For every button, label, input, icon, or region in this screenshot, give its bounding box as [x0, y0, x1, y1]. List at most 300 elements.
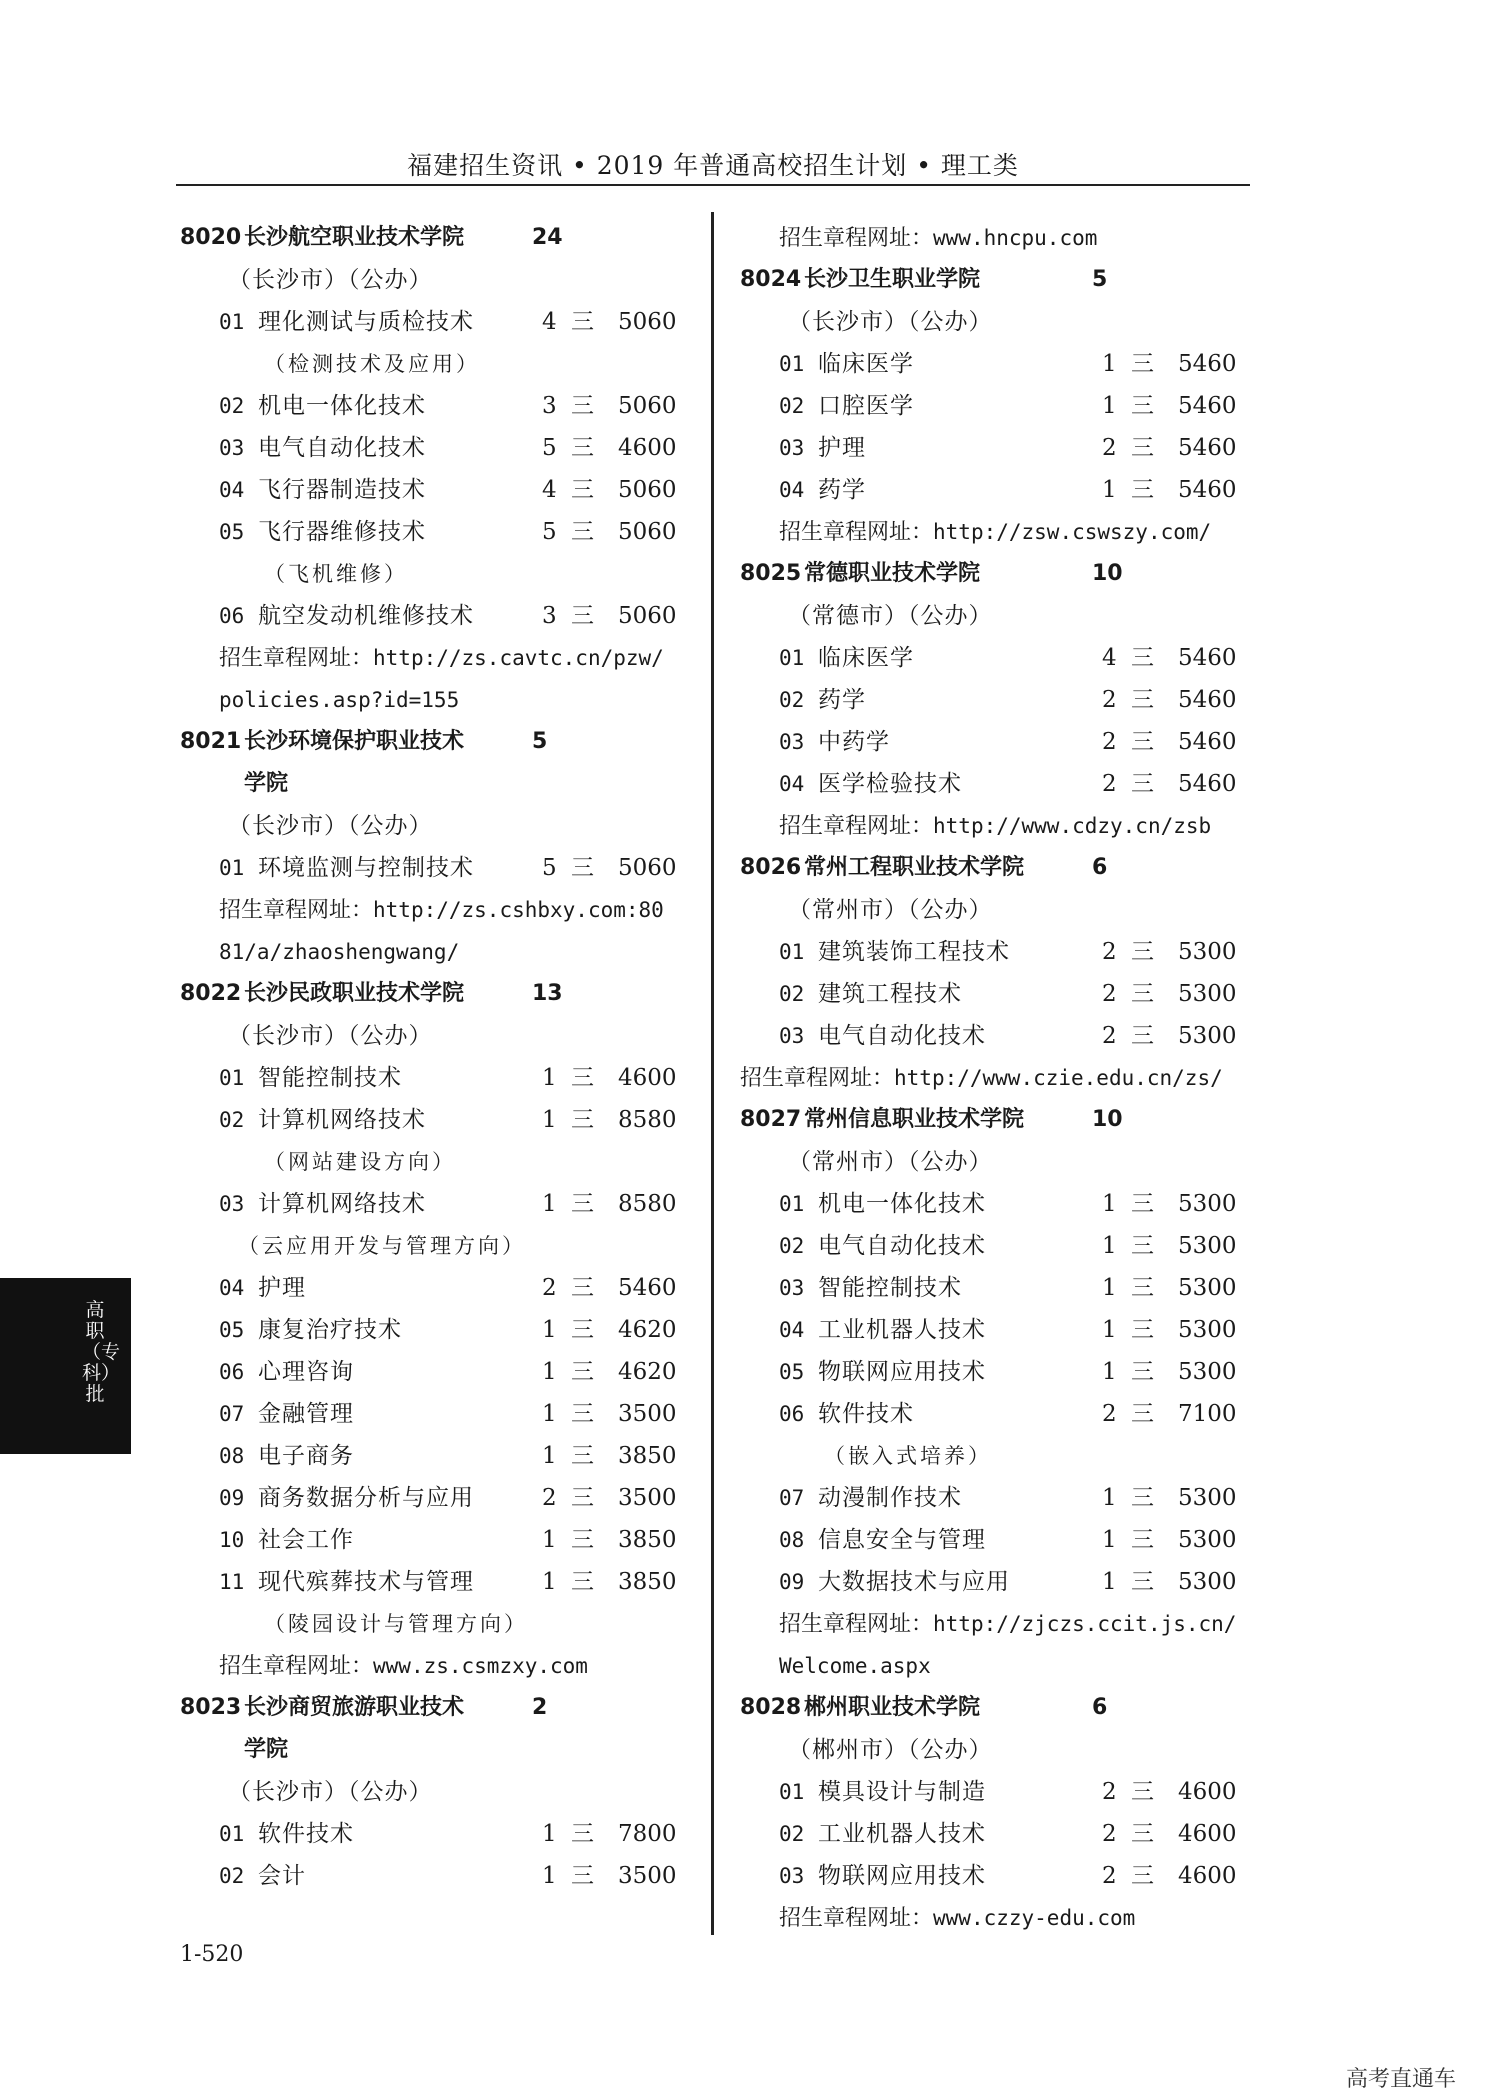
major-row	[740, 1225, 1250, 1267]
major-number: 05	[219, 1318, 245, 1342]
major-name: 电气自动化技术	[818, 1233, 986, 1259]
major-count: 1	[542, 1359, 557, 1385]
major-number: 06	[219, 1360, 245, 1384]
major-number: 03	[219, 436, 245, 460]
major-note: （嵌入式培养）	[824, 1444, 992, 1468]
major-years: 三	[571, 1317, 594, 1343]
major-number: 02	[779, 688, 805, 712]
major-fee: 5300	[1178, 939, 1237, 965]
school-quota: 24	[532, 225, 563, 250]
school-name-continued	[180, 1729, 685, 1771]
major-number: 03	[779, 730, 805, 754]
major-fee: 5300	[1178, 1485, 1237, 1511]
major-number: 02	[219, 1108, 245, 1132]
major-count: 2	[1102, 981, 1117, 1007]
major-row	[180, 301, 685, 343]
major-count: 4	[1102, 645, 1117, 671]
school-code: 8023	[180, 1695, 242, 1720]
major-years: 三	[1131, 435, 1154, 461]
major-row	[180, 385, 685, 427]
school-code: 8028	[740, 1695, 802, 1720]
major-name: 金融管理	[258, 1401, 354, 1427]
major-fee: 5460	[618, 1275, 677, 1301]
major-number: 03	[779, 1276, 805, 1300]
major-fee: 4600	[1178, 1863, 1237, 1889]
major-fee: 5460	[1178, 687, 1237, 713]
page-header-title: 福建招生资讯 • 2019 年普通高校招生计划 • 理工类	[407, 151, 1019, 180]
admission-url-text: http://zs.cshbxy.com:80	[373, 898, 664, 922]
major-fee: 5060	[618, 603, 677, 629]
admission-url-label: 招生章程网址：	[219, 646, 374, 671]
major-count: 1	[542, 1065, 557, 1091]
major-name: 机电一体化技术	[258, 393, 426, 419]
major-number: 01	[219, 310, 245, 334]
major-number: 09	[779, 1570, 805, 1594]
major-fee: 5300	[1178, 1233, 1237, 1259]
major-years: 三	[571, 435, 594, 461]
major-name: 商务数据分析与应用	[258, 1485, 474, 1511]
major-row	[740, 1561, 1250, 1603]
major-name: 智能控制技术	[258, 1065, 402, 1091]
school-name: 长沙环境保护职业技术	[244, 729, 465, 754]
major-fee: 4600	[1178, 1779, 1237, 1805]
major-count: 1	[542, 1443, 557, 1469]
school-header	[740, 259, 1250, 301]
school-location: （常州市）（公办）	[788, 1149, 993, 1175]
school-header	[740, 553, 1250, 595]
school-code: 8024	[740, 267, 802, 292]
major-fee: 3850	[618, 1443, 677, 1469]
major-years: 三	[571, 1821, 594, 1847]
major-number: 03	[779, 436, 805, 460]
major-count: 2	[1102, 729, 1117, 755]
major-row	[740, 931, 1250, 973]
major-row	[180, 469, 685, 511]
major-number: 01	[779, 1780, 805, 1804]
major-count: 2	[542, 1275, 557, 1301]
admission-url-text: http://www.czie.edu.cn/zs/	[894, 1066, 1223, 1090]
admission-url-text: http://zjczs.ccit.js.cn/	[933, 1612, 1237, 1636]
major-number: 04	[779, 1318, 805, 1342]
major-number: 08	[779, 1528, 805, 1552]
major-count: 2	[1102, 1821, 1117, 1847]
major-row	[740, 973, 1250, 1015]
major-count: 1	[1102, 1191, 1117, 1217]
major-row	[740, 385, 1250, 427]
school-name: 长沙卫生职业学院	[804, 267, 981, 292]
major-count: 2	[542, 1485, 557, 1511]
major-number: 04	[779, 478, 805, 502]
major-row	[180, 1309, 685, 1351]
major-row	[740, 637, 1250, 679]
school-quota: 2	[532, 1695, 548, 1720]
major-row	[740, 679, 1250, 721]
major-number: 05	[219, 520, 245, 544]
major-count: 3	[542, 603, 557, 629]
admission-url-label: 招生章程网址：	[740, 1066, 895, 1091]
admission-url-label: 招生章程网址：	[779, 1612, 934, 1637]
major-row	[180, 1393, 685, 1435]
school-name: 郴州职业技术学院	[804, 1695, 981, 1720]
major-fee: 5300	[1178, 1023, 1237, 1049]
major-count: 2	[1102, 1863, 1117, 1889]
major-number: 01	[779, 940, 805, 964]
school-quota: 13	[532, 981, 563, 1006]
school-name: 常德职业技术学院	[804, 561, 981, 586]
major-count: 3	[542, 393, 557, 419]
major-number: 05	[779, 1360, 805, 1384]
major-number: 07	[779, 1486, 805, 1510]
school-name: 学院	[244, 1737, 289, 1762]
major-years: 三	[1131, 1863, 1154, 1889]
major-note: （检测技术及应用）	[264, 352, 480, 376]
watermark: 高考直通车	[1346, 2067, 1457, 2092]
column-divider	[711, 212, 714, 1935]
major-name: 电子商务	[258, 1443, 354, 1469]
major-count: 4	[542, 309, 557, 335]
major-row	[180, 1561, 685, 1603]
major-count: 5	[542, 519, 557, 545]
major-years: 三	[571, 393, 594, 419]
major-name: 电气自动化技术	[818, 1023, 986, 1049]
major-years: 三	[1131, 1527, 1154, 1553]
major-count: 1	[1102, 1275, 1117, 1301]
major-count: 1	[1102, 1485, 1117, 1511]
major-years: 三	[571, 1527, 594, 1553]
major-years: 三	[1131, 1233, 1154, 1259]
major-count: 5	[542, 855, 557, 881]
major-name: 航空发动机维修技术	[258, 603, 474, 629]
major-fee: 5460	[1178, 729, 1237, 755]
major-fee: 5300	[1178, 1191, 1237, 1217]
school-name-continued	[180, 763, 685, 805]
major-years: 三	[1131, 1779, 1154, 1805]
major-row	[180, 427, 685, 469]
major-count: 1	[1102, 477, 1117, 503]
school-code: 8022	[180, 981, 242, 1006]
major-fee: 5060	[618, 519, 677, 545]
major-name: 医学检验技术	[818, 771, 962, 797]
major-name: 口腔医学	[818, 393, 914, 419]
major-name: 理化测试与质检技术	[258, 309, 474, 335]
school-location: （长沙市）（公办）	[228, 1023, 433, 1049]
major-fee: 5460	[1178, 435, 1237, 461]
major-count: 2	[1102, 771, 1117, 797]
major-fee: 8580	[618, 1107, 677, 1133]
major-name: 护理	[258, 1275, 306, 1301]
major-name: 临床医学	[818, 645, 914, 671]
major-count: 1	[1102, 1527, 1117, 1553]
school-name: 学院	[244, 771, 289, 796]
major-number: 02	[779, 1234, 805, 1258]
major-fee: 4600	[618, 435, 677, 461]
admission-url-text: http://www.cdzy.cn/zsb	[933, 814, 1212, 838]
admission-url	[740, 1057, 1250, 1099]
major-number: 11	[219, 1570, 245, 1594]
major-row	[740, 1393, 1250, 1435]
major-name: 计算机网络技术	[258, 1191, 426, 1217]
major-years: 三	[571, 1191, 594, 1217]
major-row	[740, 1351, 1250, 1393]
major-count: 2	[1102, 1023, 1117, 1049]
major-number: 01	[779, 1192, 805, 1216]
major-count: 1	[1102, 1359, 1117, 1385]
major-years: 三	[1131, 393, 1154, 419]
major-name: 心理咨询	[258, 1359, 354, 1385]
school-location: （常德市）（公办）	[788, 603, 993, 629]
major-count: 1	[1102, 1233, 1117, 1259]
major-years: 三	[1131, 645, 1154, 671]
major-name: 智能控制技术	[818, 1275, 962, 1301]
major-row	[180, 595, 685, 637]
admission-url-text: www.hncpu.com	[933, 226, 1098, 250]
major-row	[180, 1855, 685, 1897]
major-name: 动漫制作技术	[818, 1485, 962, 1511]
major-row	[180, 1435, 685, 1477]
school-location: （长沙市）（公办）	[228, 813, 433, 839]
major-count: 2	[1102, 939, 1117, 965]
major-number: 10	[219, 1528, 245, 1552]
major-row	[740, 1813, 1250, 1855]
admission-url	[740, 1897, 1250, 1939]
school-quota: 6	[1092, 855, 1108, 880]
major-fee: 5060	[618, 477, 677, 503]
school-location: （长沙市）（公办）	[228, 267, 433, 293]
major-years: 三	[1131, 477, 1154, 503]
major-row	[180, 1267, 685, 1309]
major-years: 三	[1131, 1275, 1154, 1301]
header-rule	[176, 184, 1250, 186]
major-fee: 4600	[1178, 1821, 1237, 1847]
major-name: 信息安全与管理	[818, 1527, 986, 1553]
major-row	[740, 1855, 1250, 1897]
school-quota: 10	[1092, 1107, 1123, 1132]
admission-url-label: 招生章程网址：	[219, 898, 374, 923]
admission-url-text: www.czzy-edu.com	[933, 1906, 1136, 1930]
major-fee: 3500	[618, 1863, 677, 1889]
major-years: 三	[571, 1863, 594, 1889]
school-header	[740, 847, 1250, 889]
major-number: 01	[779, 646, 805, 670]
school-header	[180, 217, 685, 259]
admission-url-continued: policies.asp?id=155	[219, 688, 460, 712]
major-count: 1	[542, 1527, 557, 1553]
major-years: 三	[571, 1569, 594, 1595]
school-quota: 5	[1092, 267, 1108, 292]
major-number: 03	[779, 1024, 805, 1048]
major-count: 1	[542, 1569, 557, 1595]
major-row	[740, 343, 1250, 385]
major-row	[180, 1351, 685, 1393]
school-name: 长沙航空职业技术学院	[244, 225, 465, 250]
admission-url	[740, 511, 1250, 553]
major-name: 会计	[258, 1863, 306, 1889]
right-column	[740, 217, 1250, 1939]
major-fee: 5460	[1178, 771, 1237, 797]
school-header	[740, 1687, 1250, 1729]
major-name: 建筑装饰工程技术	[818, 939, 1010, 965]
major-years: 三	[571, 477, 594, 503]
major-fee: 5300	[1178, 1317, 1237, 1343]
major-fee: 5300	[1178, 1275, 1237, 1301]
admission-url	[180, 889, 685, 931]
major-fee: 5460	[1178, 393, 1237, 419]
major-note: （网站建设方向）	[264, 1150, 456, 1174]
major-fee: 5300	[1178, 1569, 1237, 1595]
major-name: 护理	[818, 435, 866, 461]
major-row	[740, 1015, 1250, 1057]
major-row	[740, 1519, 1250, 1561]
major-count: 1	[542, 1107, 557, 1133]
major-years: 三	[571, 1485, 594, 1511]
admission-url-text: www.zs.csmzxy.com	[373, 1654, 588, 1678]
major-number: 06	[219, 604, 245, 628]
major-name: 环境监测与控制技术	[258, 855, 474, 881]
major-name: 建筑工程技术	[818, 981, 962, 1007]
school-code: 8021	[180, 729, 242, 754]
major-name: 物联网应用技术	[818, 1359, 986, 1385]
school-name: 长沙民政职业技术学院	[244, 981, 465, 1006]
major-count: 1	[542, 1401, 557, 1427]
major-fee: 5060	[618, 393, 677, 419]
major-number: 04	[779, 772, 805, 796]
major-years: 三	[571, 309, 594, 335]
school-code: 8025	[740, 561, 802, 586]
school-name: 长沙商贸旅游职业技术	[244, 1695, 465, 1720]
school-code: 8026	[740, 855, 802, 880]
major-note: （飞机维修）	[264, 562, 408, 586]
major-number: 02	[779, 1822, 805, 1846]
major-fee: 5460	[1178, 645, 1237, 671]
major-count: 2	[1102, 1401, 1117, 1427]
admission-url-continued: Welcome.aspx	[779, 1654, 931, 1678]
major-count: 5	[542, 435, 557, 461]
school-name: 常州工程职业技术学院	[804, 855, 1025, 880]
major-name: 药学	[818, 687, 866, 713]
major-number: 07	[219, 1402, 245, 1426]
major-years: 三	[571, 1359, 594, 1385]
admission-url-continued: 81/a/zhaoshengwang/	[219, 940, 460, 964]
major-years: 三	[1131, 729, 1154, 755]
major-name: 飞行器制造技术	[258, 477, 426, 503]
major-row	[740, 1267, 1250, 1309]
major-years: 三	[1131, 687, 1154, 713]
major-name: 工业机器人技术	[818, 1317, 986, 1343]
admission-url	[740, 805, 1250, 847]
major-fee: 5060	[618, 855, 677, 881]
major-count: 1	[542, 1317, 557, 1343]
school-location: （长沙市）（公办）	[788, 309, 993, 335]
major-fee: 3850	[618, 1569, 677, 1595]
major-count: 1	[542, 1863, 557, 1889]
major-fee: 3500	[618, 1401, 677, 1427]
batch-side-tab	[0, 1278, 131, 1454]
major-name: 物联网应用技术	[818, 1863, 986, 1889]
major-number: 01	[219, 856, 245, 880]
major-number: 01	[219, 1822, 245, 1846]
major-row	[740, 469, 1250, 511]
page-number: 1-520	[180, 1942, 244, 1967]
major-years: 三	[1131, 1191, 1154, 1217]
major-fee: 3500	[618, 1485, 677, 1511]
major-row	[180, 1477, 685, 1519]
major-number: 06	[779, 1402, 805, 1426]
major-name: 社会工作	[258, 1527, 354, 1553]
school-code: 8027	[740, 1107, 802, 1132]
major-count: 1	[1102, 351, 1117, 377]
major-count: 2	[1102, 435, 1117, 461]
major-name: 软件技术	[818, 1401, 914, 1427]
major-number: 08	[219, 1444, 245, 1468]
major-name: 大数据技术与应用	[818, 1569, 1010, 1595]
major-name: 机电一体化技术	[818, 1191, 986, 1217]
major-row	[740, 1477, 1250, 1519]
admission-url	[740, 1603, 1250, 1645]
major-row	[180, 1183, 685, 1225]
major-fee: 5460	[1178, 351, 1237, 377]
admission-url-text: http://zsw.cswszy.com/	[933, 520, 1212, 544]
batch-side-tab-label: 高职（专科）批	[82, 1299, 121, 1405]
major-row	[740, 427, 1250, 469]
major-name: 电气自动化技术	[258, 435, 426, 461]
major-name: 现代殡葬技术与管理	[258, 1569, 474, 1595]
major-number: 03	[779, 1864, 805, 1888]
school-location: （长沙市）（公办）	[228, 1779, 433, 1805]
major-fee: 4620	[618, 1359, 677, 1385]
school-header	[180, 721, 685, 763]
major-number: 01	[779, 352, 805, 376]
admission-url-label: 招生章程网址：	[779, 226, 934, 251]
major-years: 三	[1131, 351, 1154, 377]
major-row	[180, 847, 685, 889]
major-count: 2	[1102, 1779, 1117, 1805]
major-years: 三	[1131, 771, 1154, 797]
major-name: 工业机器人技术	[818, 1821, 986, 1847]
major-years: 三	[571, 1065, 594, 1091]
major-row	[740, 1183, 1250, 1225]
major-fee: 5300	[1178, 1359, 1237, 1385]
school-name: 常州信息职业技术学院	[804, 1107, 1025, 1132]
major-name: 临床医学	[818, 351, 914, 377]
major-note: （云应用开发与管理方向）	[238, 1234, 526, 1258]
major-years: 三	[571, 519, 594, 545]
major-years: 三	[1131, 1317, 1154, 1343]
major-fee: 5460	[1178, 477, 1237, 503]
major-years: 三	[571, 1275, 594, 1301]
major-years: 三	[1131, 981, 1154, 1007]
major-number: 02	[779, 982, 805, 1006]
major-years: 三	[571, 1401, 594, 1427]
major-years: 三	[571, 855, 594, 881]
major-number: 09	[219, 1486, 245, 1510]
school-header	[180, 1687, 685, 1729]
major-number: 01	[219, 1066, 245, 1090]
major-count: 1	[542, 1191, 557, 1217]
major-row	[740, 763, 1250, 805]
major-count: 1	[1102, 1569, 1117, 1595]
major-fee: 5060	[618, 309, 677, 335]
major-name: 中药学	[818, 729, 890, 755]
admission-url	[180, 637, 685, 679]
major-fee: 4600	[618, 1065, 677, 1091]
major-name: 药学	[818, 477, 866, 503]
major-count: 4	[542, 477, 557, 503]
school-header	[740, 1099, 1250, 1141]
major-row	[740, 721, 1250, 763]
major-row	[180, 511, 685, 553]
admission-url-label: 招生章程网址：	[219, 1654, 374, 1679]
admission-url-text: http://zs.cavtc.cn/pzw/	[373, 646, 664, 670]
